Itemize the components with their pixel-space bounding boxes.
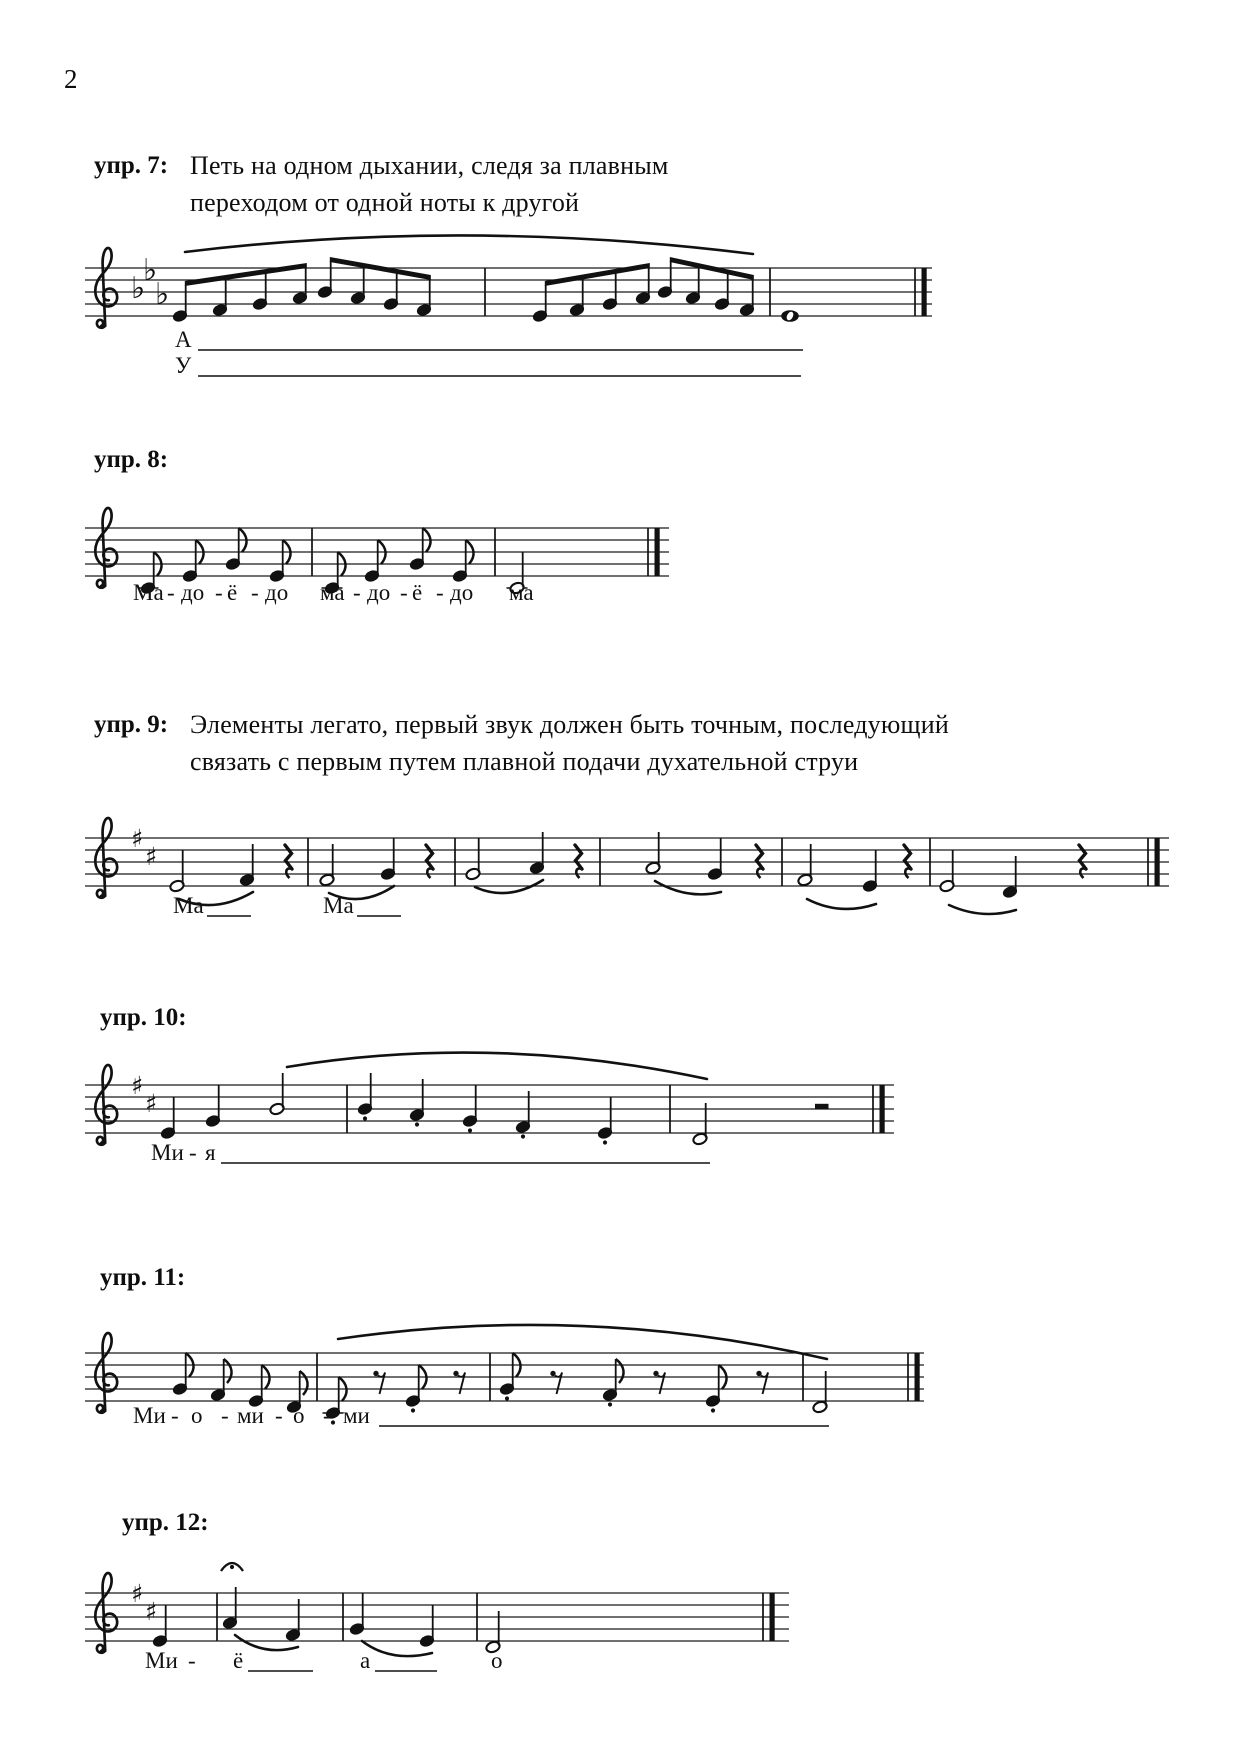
lyric-syllable: - xyxy=(221,1403,229,1428)
flat-icon: ♭ xyxy=(131,271,146,306)
slur xyxy=(287,1053,707,1079)
quarter-rest-curl xyxy=(1080,868,1086,878)
exercise-9-description-line-1: Элементы легато, первый звук должен быть точным, последующий xyxy=(190,710,949,739)
lyric-syllable: А xyxy=(175,327,192,352)
lyric-syllable: Ма xyxy=(133,580,164,605)
staccato-dot xyxy=(521,1134,525,1138)
staff-notation-svg xyxy=(85,778,1170,938)
eighth-rest-dot xyxy=(453,1371,458,1376)
quarter-rest-curl xyxy=(905,868,911,878)
final-barline-thick xyxy=(770,1593,775,1641)
lyric-syllable: - xyxy=(323,1403,331,1428)
lyric-syllable: - xyxy=(167,580,175,605)
lyric-syllable: а xyxy=(360,1648,371,1673)
flat-icon: ♭ xyxy=(155,277,170,312)
lyric-syllable: - xyxy=(171,1403,179,1428)
lyric-syllable: - xyxy=(215,580,223,605)
staccato-dot xyxy=(415,1122,419,1126)
lyric-syllable: о xyxy=(191,1403,203,1428)
lyric-syllable: ё xyxy=(227,580,238,605)
quarter-rest-curl xyxy=(427,868,433,878)
staff-notation-svg xyxy=(85,208,933,393)
eighth-rest-dot xyxy=(550,1371,555,1376)
quarter-rest xyxy=(904,845,911,869)
quarter-rest-curl xyxy=(757,868,763,878)
slur xyxy=(185,235,753,254)
sharp-icon: ♯ xyxy=(145,842,158,871)
final-barline-thick xyxy=(1155,838,1160,886)
exercise-10-label: упр. 10: xyxy=(100,1004,187,1031)
staff-exercise-8 xyxy=(85,468,670,633)
lyric-syllable: до xyxy=(367,580,391,605)
exercise-11-label: упр. 11: xyxy=(100,1264,186,1291)
staccato-dot xyxy=(711,1408,715,1412)
lyric-syllable: ми xyxy=(237,1403,264,1428)
lyric-syllable: я xyxy=(205,1140,216,1165)
lyric-syllable: о xyxy=(491,1648,503,1673)
half-rest xyxy=(815,1104,829,1109)
sharp-icon: ♯ xyxy=(145,1597,158,1626)
quarter-rest xyxy=(756,845,763,869)
staccato-dot xyxy=(603,1140,607,1144)
quarter-rest xyxy=(1079,845,1086,869)
lyric-syllable: - xyxy=(188,1648,196,1673)
exercise-12-label: упр. 12: xyxy=(122,1509,209,1536)
staff-notation-svg xyxy=(85,468,670,633)
lyric-syllable: Ма xyxy=(323,893,354,918)
staff-notation-svg xyxy=(85,1293,925,1453)
staccato-dot xyxy=(608,1402,612,1406)
slur xyxy=(807,899,876,909)
lyric-syllable: Ми xyxy=(133,1403,166,1428)
final-barline-thick xyxy=(915,1353,920,1401)
exercise-7-description-line-1: Петь на одном дыхании, следя за плавным xyxy=(190,151,669,180)
slur xyxy=(949,905,1016,914)
quarter-rest xyxy=(575,845,582,869)
lyric-syllable: - xyxy=(353,580,361,605)
staff-exercise-10 xyxy=(85,1025,895,1185)
eighth-flag xyxy=(616,1359,624,1383)
staccato-dot xyxy=(468,1128,472,1132)
lyric-syllable: ма xyxy=(509,580,534,605)
staff-exercise-11 xyxy=(85,1293,925,1453)
slur xyxy=(338,1325,827,1359)
lyric-syllable: о xyxy=(293,1403,305,1428)
sharp-icon: ♯ xyxy=(131,824,144,853)
staff-notation-svg xyxy=(85,1025,895,1185)
staff-exercise-7 xyxy=(85,208,933,393)
sharp-icon: ♯ xyxy=(131,1071,144,1100)
eighth-rest-dot xyxy=(756,1371,761,1376)
lyric-syllable: - xyxy=(400,580,408,605)
exercise-7-description-line-2: переходом от одной ноты к другой xyxy=(190,188,580,217)
eighth-flag xyxy=(224,1359,232,1383)
staff-exercise-9 xyxy=(85,778,1170,938)
quarter-rest xyxy=(285,845,292,869)
beam xyxy=(185,263,307,286)
lyric-syllable: У xyxy=(175,353,192,378)
lyric-syllable: до xyxy=(181,580,205,605)
lyric-syllable: до xyxy=(450,580,474,605)
final-barline-thick xyxy=(655,528,660,576)
sharp-icon: ♯ xyxy=(131,1579,144,1608)
quarter-rest xyxy=(426,845,433,869)
exercise-8-label: упр. 8: xyxy=(94,446,169,473)
beam xyxy=(545,263,650,286)
slur xyxy=(655,881,721,894)
lyric-syllable: Ми xyxy=(145,1648,178,1673)
exercise-7-label: упр. 7: xyxy=(94,152,169,179)
lyric-syllable: - xyxy=(189,1140,197,1165)
eighth-rest-dot xyxy=(373,1371,378,1376)
lyric-syllable: до xyxy=(265,580,289,605)
quarter-rest-curl xyxy=(576,868,582,878)
final-barline-thick xyxy=(922,268,927,316)
quarter-rest-curl xyxy=(286,868,292,878)
staccato-dot xyxy=(331,1420,335,1424)
staccato-dot xyxy=(505,1396,509,1400)
exercise-9-label: упр. 9: xyxy=(94,711,169,738)
lyric-syllable: Ми xyxy=(151,1140,184,1165)
lyric-syllable: - xyxy=(251,580,259,605)
lyric-syllable: ё xyxy=(233,1648,244,1673)
sharp-icon: ♯ xyxy=(145,1089,158,1118)
eighth-flag xyxy=(300,1371,308,1395)
staff-notation-svg xyxy=(85,1533,790,1693)
lyric-syllable: - xyxy=(275,1403,283,1428)
staccato-dot xyxy=(411,1408,415,1412)
fermata-dot xyxy=(230,1565,234,1569)
lyric-syllable: ё xyxy=(412,580,423,605)
lyric-syllable: ми xyxy=(343,1403,370,1428)
lyric-syllable: Ма xyxy=(173,893,204,918)
page-number: 2 xyxy=(64,64,78,94)
staff-exercise-12 xyxy=(85,1533,790,1693)
staccato-dot xyxy=(363,1116,367,1120)
exercise-9-description-line-2: связать с первым путем плавной подачи духательной струи xyxy=(190,747,859,776)
flat-icon: ♭ xyxy=(143,253,158,288)
lyric-syllable: - xyxy=(436,580,444,605)
final-barline-thick xyxy=(880,1085,885,1133)
eighth-rest-dot xyxy=(653,1371,658,1376)
lyric-syllable: ма xyxy=(320,580,345,605)
